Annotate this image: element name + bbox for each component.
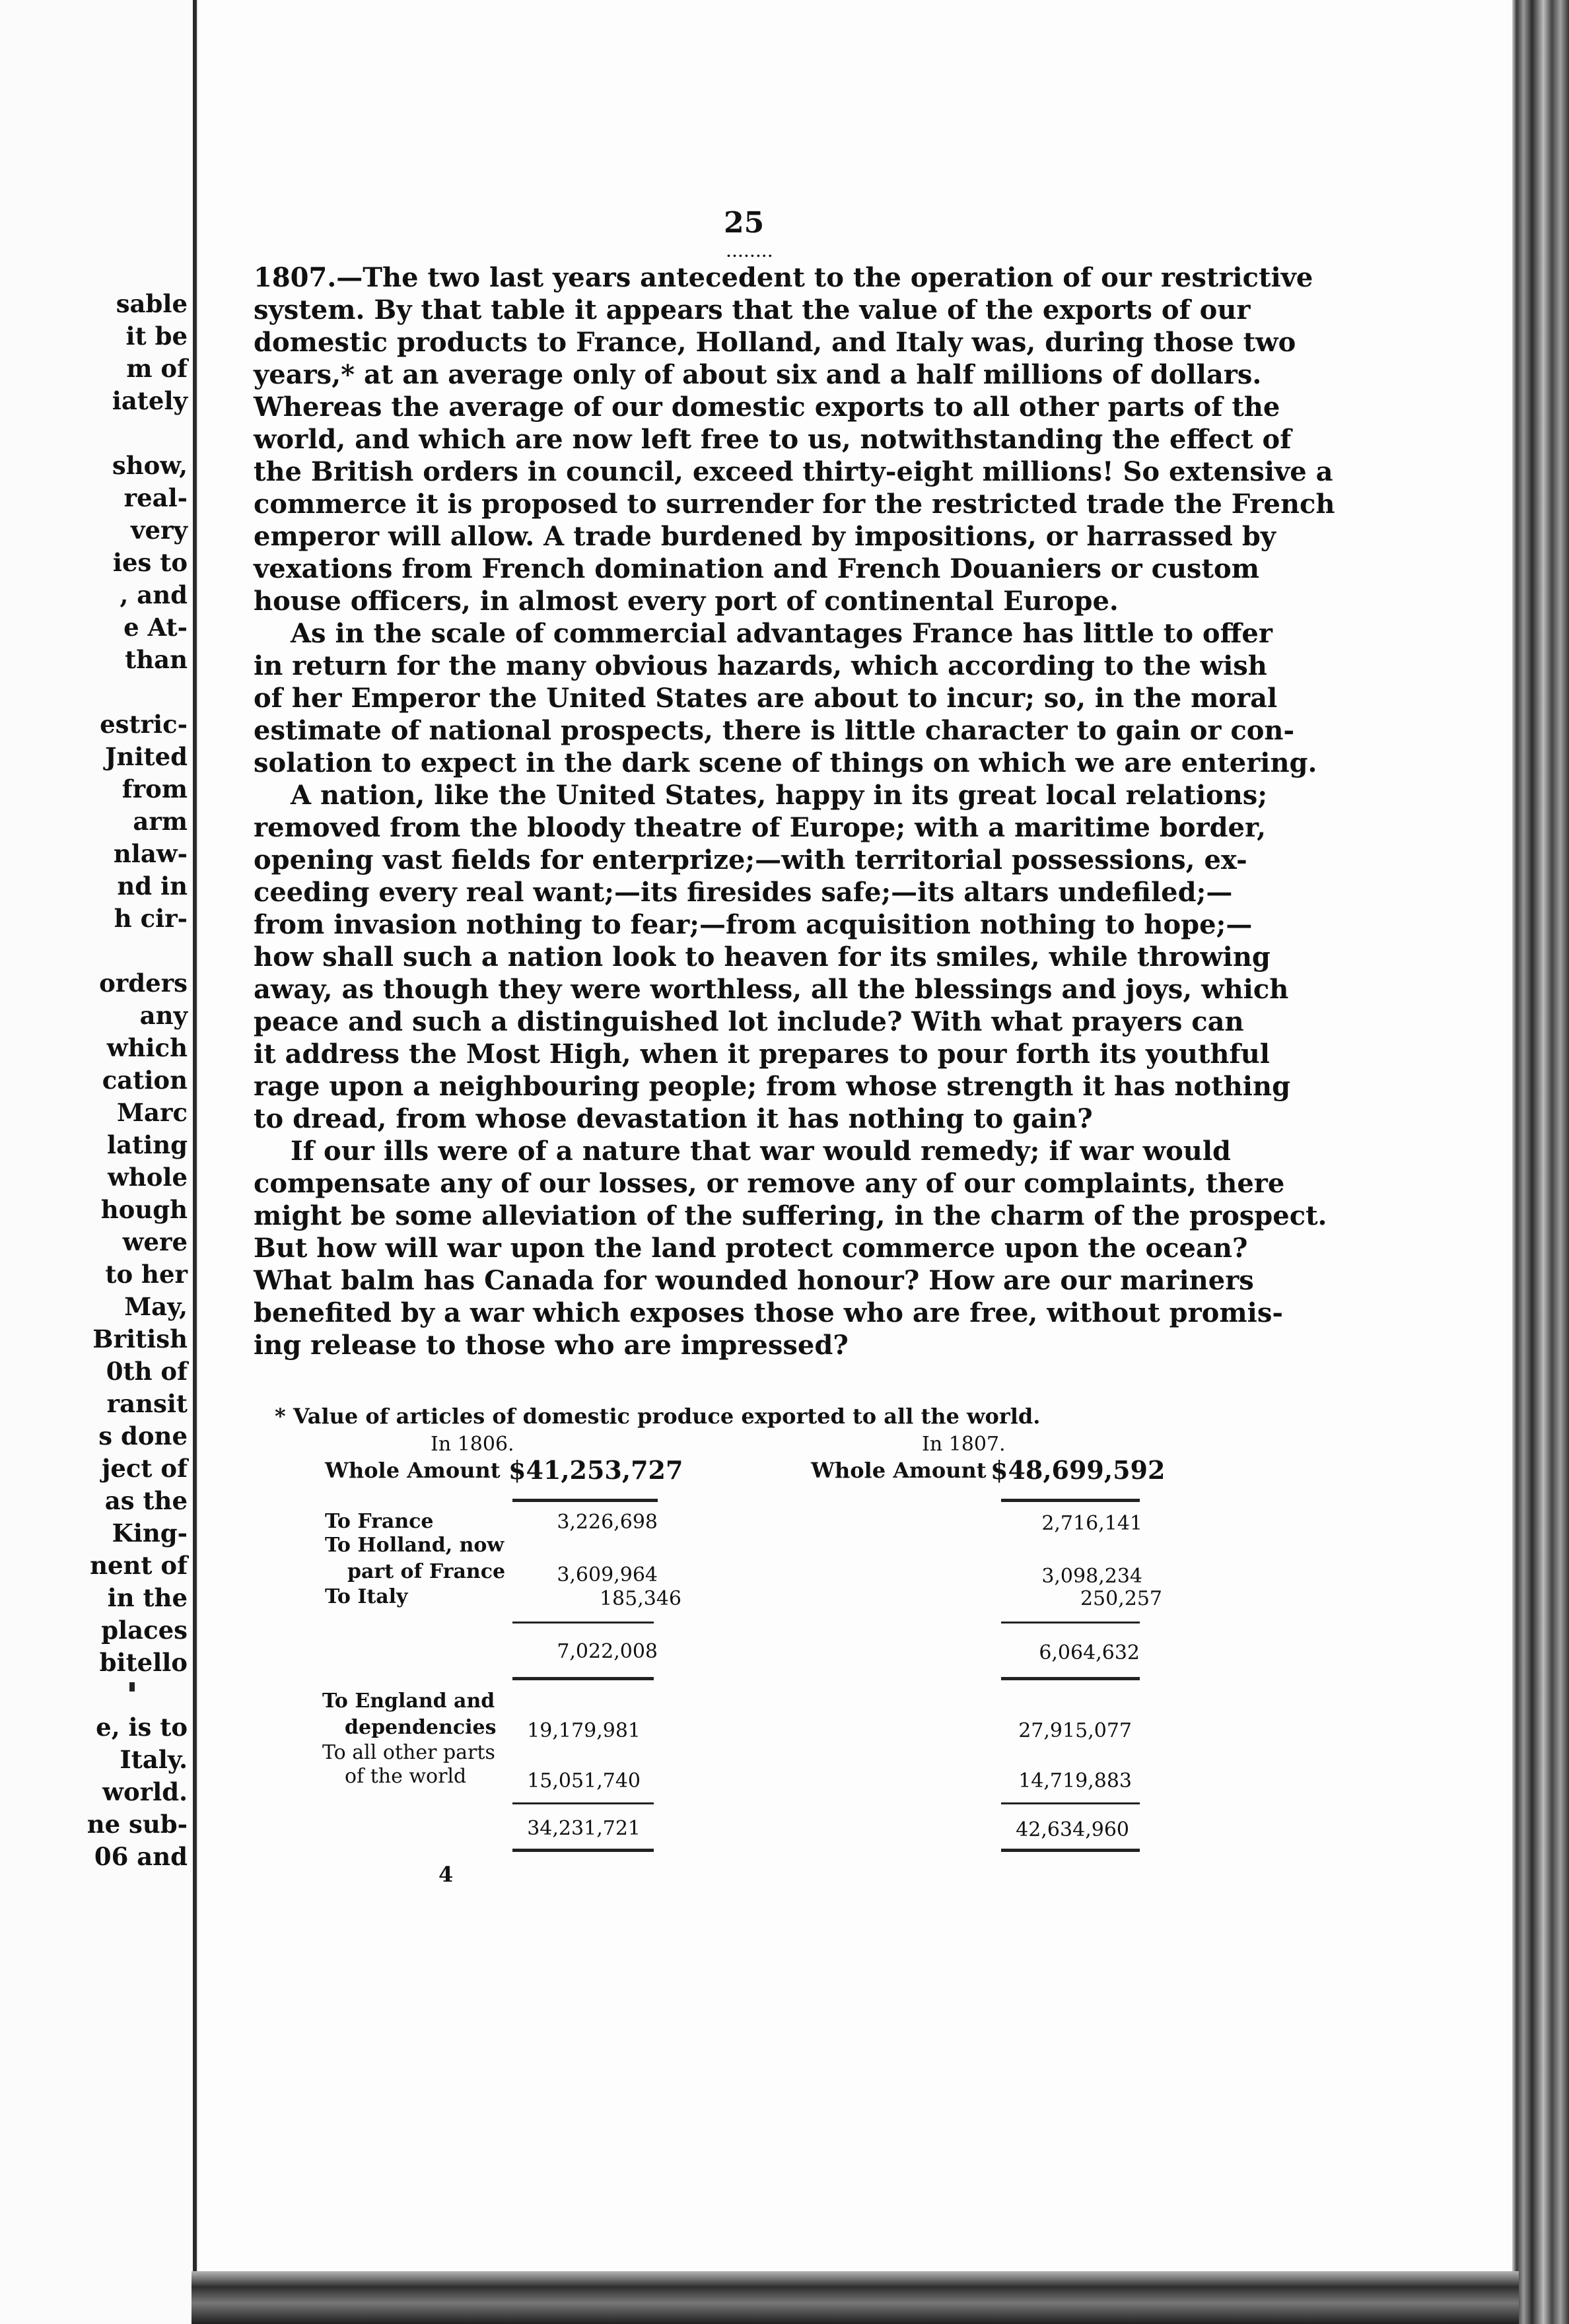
- facing-page-line: sable: [116, 289, 188, 318]
- facing-page-line: m of: [126, 354, 188, 383]
- facing-page-line: arm: [133, 807, 188, 836]
- facing-page-line: Marc: [117, 1098, 188, 1127]
- row-label-other: To all other parts: [322, 1741, 495, 1764]
- text-line: house officers, in almost every port of continental Europe.: [254, 586, 1119, 617]
- rule: [1001, 1677, 1140, 1680]
- value-1807-england: 27,915,077: [1018, 1719, 1132, 1742]
- facing-page-line: it be: [125, 322, 188, 351]
- value-1807-italy: 250,257: [1080, 1587, 1162, 1610]
- text-line: of her Emperor the United States are about to incur; so, in the moral: [254, 683, 1278, 714]
- facing-page-line: nd in: [117, 872, 188, 901]
- facing-page-line: 0th of: [106, 1357, 188, 1386]
- text-line: ing release to those who are impressed?: [254, 1330, 849, 1361]
- rule: [1001, 1499, 1140, 1502]
- text-line: commerce it is proposed to surrender for the restricted trade the French: [254, 489, 1335, 520]
- whole-amount-label-1807: Whole Amount: [811, 1458, 987, 1483]
- facing-page-line: May,: [124, 1292, 188, 1321]
- page-edge-bottom: [192, 2271, 1519, 2324]
- text-line: to dread, from whose devastation it has nothing to gain?: [254, 1103, 1093, 1134]
- facing-page-line: very: [130, 516, 188, 545]
- rule: [512, 1622, 654, 1623]
- value-1806-other: 15,051,740: [527, 1769, 641, 1793]
- value-1806-holland: 3,609,964: [557, 1563, 658, 1587]
- subtotal-1807: 6,064,632: [1039, 1641, 1140, 1664]
- footnote: * Value of articles of domestic produce exported to all the world.: [275, 1404, 1041, 1429]
- total-1806: 34,231,721: [527, 1817, 641, 1840]
- text-line: estimate of national prospects, there is little character to gain or con-: [254, 715, 1295, 746]
- facing-page-line: e At-: [123, 613, 188, 642]
- facing-page-line: bitello: [99, 1648, 188, 1677]
- page-edge-right: [1512, 0, 1569, 2324]
- facing-page-line: nent of: [90, 1551, 188, 1580]
- facing-page-line: whole: [107, 1163, 188, 1192]
- signature-mark: 4: [438, 1862, 454, 1887]
- text-line: it address the Most High, when it prepares to pour forth its youthful: [254, 1039, 1270, 1070]
- facing-page-line: show,: [112, 451, 188, 480]
- text-line: domestic products to France, Holland, and Italy was, during those two: [254, 327, 1296, 358]
- facing-page-line: were: [122, 1227, 188, 1256]
- rule: [512, 1802, 654, 1804]
- value-1806-france: 3,226,698: [557, 1511, 658, 1534]
- text-line: world, and which are now left free to us, notwithstanding the effect of: [254, 424, 1292, 455]
- body-text: [254, 261, 1335, 1361]
- facing-page-line: in the: [107, 1583, 188, 1612]
- text-line: rage upon a neighbouring people; from whose strength it has nothing: [254, 1071, 1291, 1102]
- text-line: 1807.—The two last years antecedent to the operation of our restrictive: [254, 262, 1313, 293]
- facing-page-line: 06 and: [94, 1842, 188, 1871]
- row-label-holland-2: part of France: [347, 1560, 506, 1583]
- facing-page-line: which: [106, 1033, 188, 1062]
- text-line: What balm has Canada for wounded honour? How are our mariners: [254, 1265, 1254, 1296]
- rule: [1001, 1622, 1140, 1623]
- text-line: solation to expect in the dark scene of things on which we are entering.: [254, 747, 1317, 778]
- facing-page-line: Jnited: [105, 742, 188, 771]
- text-line: vexations from French domination and French Douaniers or custom: [254, 553, 1260, 584]
- facing-page-line: from: [122, 774, 188, 803]
- row-label-france: To France: [325, 1510, 434, 1533]
- facing-page-line: to her: [105, 1260, 188, 1289]
- facing-page-line: lating: [107, 1130, 188, 1159]
- text-line: away, as though they were worthless, all the blessings and joys, which: [254, 974, 1289, 1005]
- facing-page-line: nlaw-: [113, 839, 188, 868]
- text-line: system. By that table it appears that the value of the exports of our: [254, 294, 1251, 325]
- value-1807-holland: 3,098,234: [1041, 1565, 1142, 1588]
- text-line: how shall such a nation look to heaven for its smiles, while throwing: [254, 941, 1271, 973]
- facing-page-line: ies to: [112, 548, 188, 577]
- value-1806-italy: 185,346: [599, 1587, 681, 1610]
- row-label-italy: To Italy: [325, 1585, 408, 1608]
- text-line: compensate any of our losses, or remove any of our complaints, there: [254, 1168, 1285, 1199]
- value-1807-france: 2,716,141: [1041, 1512, 1142, 1535]
- facing-page-line: ransit: [106, 1389, 188, 1418]
- text-line: But how will war upon the land protect commerce upon the ocean?: [254, 1233, 1248, 1264]
- text-line: benefited by a war which exposes those who are free, without promis-: [254, 1297, 1283, 1328]
- value-1807-other: 14,719,883: [1018, 1769, 1132, 1793]
- subtotal-1806: 7,022,008: [557, 1640, 658, 1663]
- row-label-england: To England and: [322, 1690, 495, 1713]
- text-line: removed from the bloody theatre of Europe; with a maritime border,: [254, 812, 1267, 843]
- rule: [512, 1849, 654, 1852]
- facing-page-line: orders: [99, 969, 188, 998]
- facing-page-line: ne sub-: [87, 1810, 188, 1839]
- ink-speck: [129, 1682, 135, 1692]
- row-label-other-2: of the world: [345, 1765, 467, 1788]
- column-head-1807: In 1807.: [922, 1433, 1006, 1456]
- page-number-ornament: ........: [726, 244, 774, 260]
- text-line: years,* at an average only of about six and a half millions of dollars.: [254, 359, 1262, 390]
- whole-amount-1807: $48,699,592: [991, 1455, 1166, 1485]
- facing-page-line: h cir-: [114, 904, 188, 933]
- row-label-england-2: dependencies: [345, 1716, 497, 1739]
- text-line: As in the scale of commercial advantages France has little to offer: [291, 618, 1273, 649]
- page-number: 25: [724, 206, 765, 240]
- facing-page-line: British: [92, 1324, 188, 1353]
- rule: [512, 1677, 654, 1680]
- facing-page-line: hough: [100, 1195, 188, 1224]
- text-line: A nation, like the United States, happy in its great local relations;: [291, 780, 1268, 811]
- facing-page-line: , and: [120, 580, 188, 609]
- text-line: the British orders in council, exceed thirty-eight millions! So extensive a: [254, 456, 1333, 487]
- facing-page-line: than: [125, 645, 188, 674]
- facing-page-line: e, is to: [96, 1713, 188, 1742]
- rule: [1001, 1802, 1140, 1804]
- facing-page-line: any: [139, 1001, 188, 1030]
- facing-page-line: as the: [104, 1486, 188, 1515]
- column-head-1806: In 1806.: [431, 1433, 514, 1456]
- value-1806-england: 19,179,981: [527, 1719, 641, 1742]
- whole-amount-1806: $41,253,727: [508, 1455, 683, 1485]
- facing-page-fragment: [0, 0, 197, 2324]
- facing-page-line: iately: [112, 386, 188, 415]
- total-1807: 42,634,960: [1016, 1818, 1129, 1841]
- facing-page-line: places: [101, 1616, 188, 1645]
- text-line: from invasion nothing to fear;—from acquisition nothing to hope;—: [254, 909, 1253, 940]
- text-line: Whereas the average of our domestic exports to all other parts of the: [254, 392, 1280, 423]
- facing-page-line: s done: [98, 1421, 188, 1451]
- facing-page-line: King-: [112, 1519, 188, 1548]
- row-label-holland: To Holland, now: [325, 1534, 505, 1557]
- rule: [512, 1499, 658, 1502]
- facing-page-line: real-: [123, 483, 188, 512]
- facing-page-line: ject of: [101, 1454, 188, 1483]
- text-line: opening vast fields for enterprize;—with territorial possessions, ex-: [254, 844, 1247, 875]
- facing-page-line: cation: [102, 1066, 188, 1095]
- facing-page-line: estric-: [100, 710, 188, 739]
- text-line: in return for the many obvious hazards, which according to the wish: [254, 650, 1267, 681]
- facing-page-line: Italy.: [120, 1745, 188, 1774]
- text-line: ceeding every real want;—its firesides safe;—its altars undefiled;—: [254, 877, 1233, 908]
- text-line: peace and such a distinguished lot include? With what prayers can: [254, 1006, 1244, 1037]
- text-line: emperor will allow. A trade burdened by impositions, or harrassed by: [254, 521, 1276, 552]
- whole-amount-label-1806: Whole Amount: [325, 1458, 501, 1483]
- text-line: might be some alleviation of the suffering, in the charm of the prospect.: [254, 1200, 1327, 1231]
- facing-page-line: world.: [102, 1777, 188, 1806]
- rule: [1001, 1849, 1140, 1852]
- text-line: If our ills were of a nature that war would remedy; if war would: [291, 1136, 1231, 1167]
